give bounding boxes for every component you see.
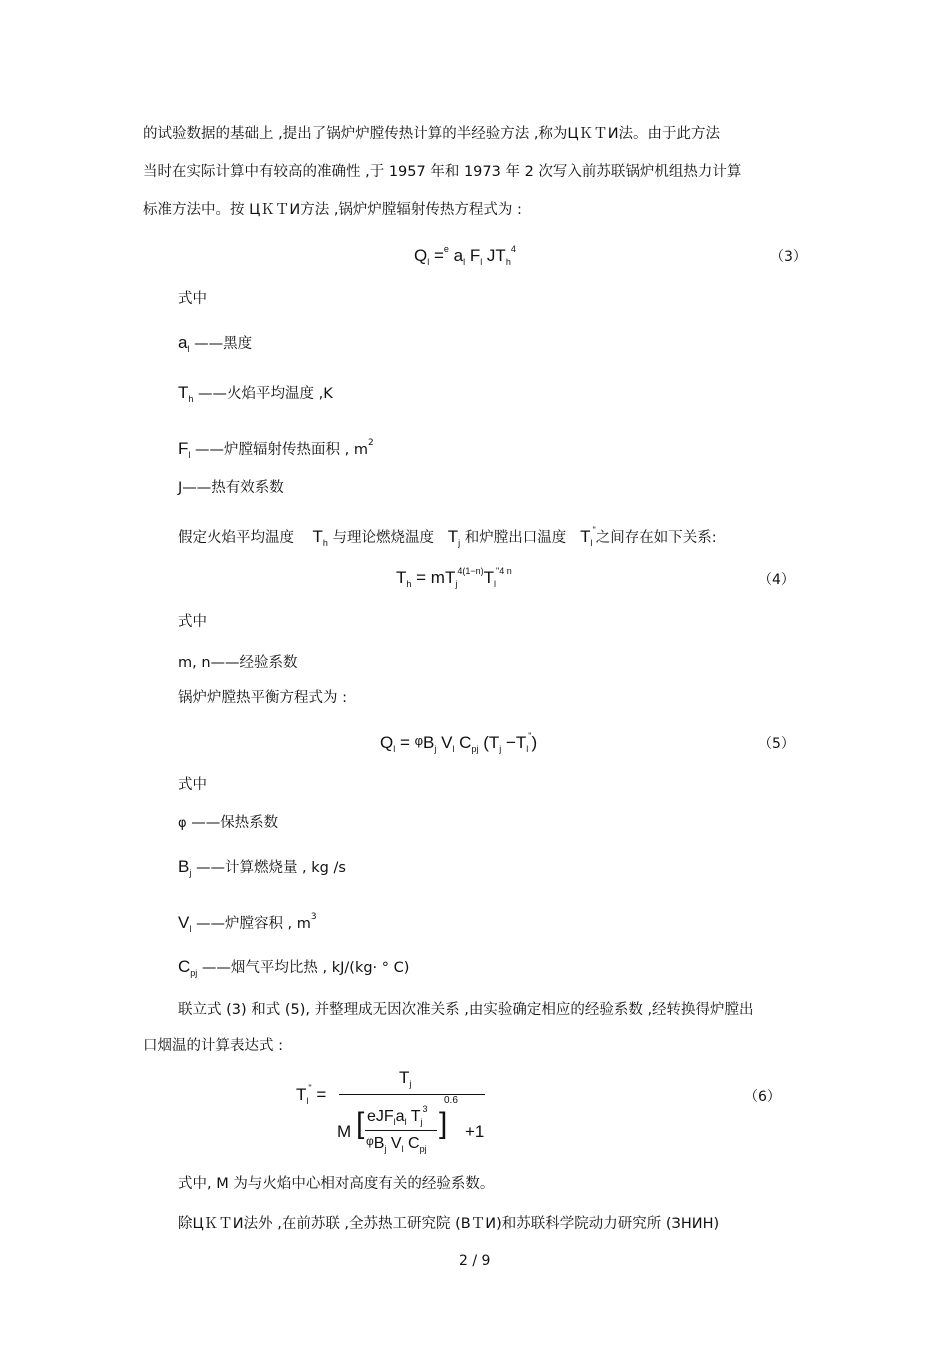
equation-3: $Q_l =^e$ $a_l$ $F_l$ $JT_h^4$ [414, 244, 516, 267]
definition-th: $T_h$ ——火焰平均温度 ,K [178, 383, 333, 404]
assumption-text: 假定火焰平均温度 $T_h$ 与理论燃烧温度 $T_j$ 和炉膛出口温度 $T_l^"$之间存在如下关系: [178, 525, 717, 548]
body-text-line: 联立式 (3) 和式 (5), 并整理成无因次准关系 ,由实验确定相应的经验系数 ,经转换得炉膛出 [178, 1002, 754, 1018]
body-text-line: 当时在实际计算中有较高的准确性 ,于 1957 年和 1973 年 2 次写入前苏联锅炉机组热力计算 [143, 164, 742, 180]
definition-cpj: $C_{pj}$ ——烟气平均比热 , kJ/(kg· ° C) [178, 957, 410, 978]
equation-number: （5） [758, 736, 795, 752]
definition-j: J——热有效系数 [178, 480, 284, 496]
definition-fl: $F_l$ ——炉膛辐射传热面积 , $m^2$ [178, 438, 374, 460]
equation-4: $T_h = mT_j^{4(1-n)}T_l^{"4 n}$ [396, 566, 512, 589]
body-text-line: 标准方法中。按 ЦＫＴИ方法 ,锅炉炉膛辐射传热方程式为 : [143, 202, 522, 218]
where-label: 式中 [178, 291, 207, 307]
body-text-line: 口烟温的计算表达式 : [143, 1038, 283, 1054]
body-text-line: 的试验数据的基础上 ,提出了锅炉炉膛传热计算的半经验方法 ,称为ЦＫＴИ法。由于此方法 [143, 126, 721, 142]
definition-bj: $B_j$ ——计算燃烧量 , kg /s [178, 857, 346, 878]
body-text-line: 除ЦＫＴИ法外 ,在前苏联 ,全苏热工研究院 (ВＴИ)和苏联科学院动力研究所 (ЗНИН) [178, 1216, 720, 1232]
where-label: 式中 [178, 777, 207, 793]
page-number: 2 / 9 [459, 1253, 491, 1269]
equation-number: （3） [770, 249, 807, 265]
where-label: 式中 [178, 614, 207, 630]
definition-phi: φ ——保热系数 [178, 815, 279, 831]
equation-number: （4） [758, 572, 795, 588]
definition-vl: $V_l$ ——炉膛容积 , $m^3$ [178, 912, 317, 934]
balance-text: 锅炉炉膛热平衡方程式为 : [178, 690, 347, 706]
equation-number: （6） [744, 1089, 781, 1105]
definition-mn: m, n——经验系数 [178, 655, 298, 671]
equation-5: $Q_l = \varphi B_j$ $V_l$ $C_{pj}$ $(T_j -T_l^")$ [380, 731, 538, 754]
definition-a: $a_l$ ——黑度 [178, 333, 253, 354]
where-label: 式中, M 为与火焰中心相对高度有关的经验系数。 [178, 1176, 495, 1192]
